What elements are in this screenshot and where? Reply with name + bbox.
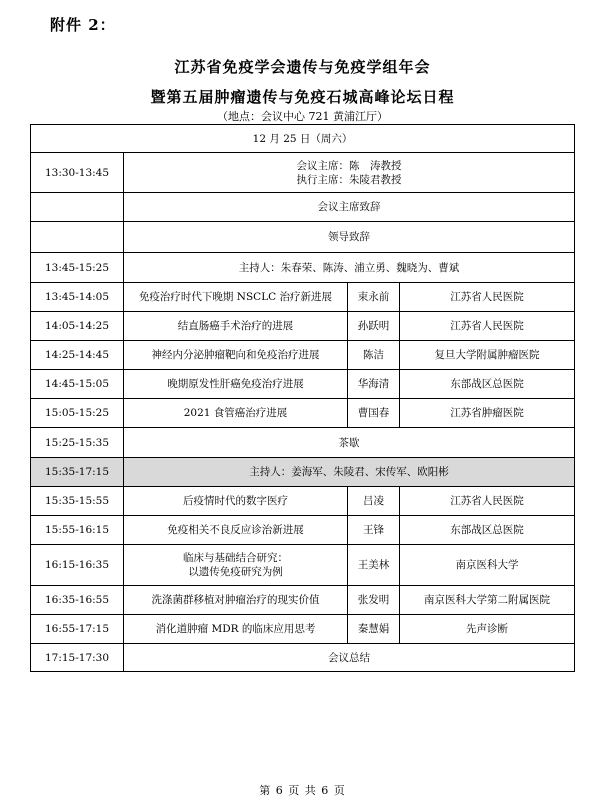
talk-time: 14:25-14:45 xyxy=(31,341,124,370)
date-header-row xyxy=(31,125,575,153)
talk-row xyxy=(31,283,575,312)
talk-time: 15:35-15:55 xyxy=(31,487,124,516)
talk-organization: 江苏省肿瘤医院 xyxy=(400,399,575,428)
talk-organization: 先声诊断 xyxy=(400,615,575,644)
attachment-label: 附件 2： xyxy=(50,16,116,34)
talk-topic: 免疫治疗时代下晚期 NSCLC 治疗新进展 xyxy=(124,283,348,312)
talk-organization: 复旦大学附属肿瘤医院 xyxy=(400,341,575,370)
opening-chairs xyxy=(124,153,575,193)
talk-organization: 江苏省人民医院 xyxy=(400,487,575,516)
title-line-2: 暨第五届肿瘤遗传与免疫石城高峰论坛日程 xyxy=(150,88,455,106)
talk-time: 16:35-16:55 xyxy=(31,586,124,615)
talk-row xyxy=(31,615,575,644)
talk-topic: 结直肠癌手术治疗的进展 xyxy=(124,312,348,341)
talk-topic: 消化道肿瘤 MDR 的临床应用思考 xyxy=(124,615,348,644)
speech-row-1 xyxy=(31,193,575,222)
talk-speaker: 张发明 xyxy=(348,586,400,615)
talk-time: 13:45-14:05 xyxy=(31,283,124,312)
talk-speaker: 王锋 xyxy=(348,516,400,545)
closing-label: 会议总结 xyxy=(124,644,575,672)
talk-row xyxy=(31,586,575,615)
talk-organization: 江苏省人民医院 xyxy=(400,312,575,341)
title-line-1: 江苏省免疫学会遗传与免疫学组年会 xyxy=(174,58,431,76)
session1-time: 13:45-15:25 xyxy=(31,253,124,283)
talk-topic: 神经内分泌肿瘤靶向和免疫治疗进展 xyxy=(124,341,348,370)
closing-row xyxy=(31,644,575,672)
opening-row xyxy=(31,153,575,193)
chair-line-1: 会议主席：陈 涛教授 xyxy=(296,159,402,172)
session2-host-row xyxy=(31,458,575,487)
talk-speaker: 曹国春 xyxy=(348,399,400,428)
session1-hosts: 主持人：朱春荣、陈涛、浦立勇、魏晓为、曹斌 xyxy=(124,253,575,283)
talk-time: 15:55-16:15 xyxy=(31,516,124,545)
break-label: 茶歇 xyxy=(124,428,575,458)
talk-time: 15:05-15:25 xyxy=(31,399,124,428)
talk-time: 14:45-15:05 xyxy=(31,370,124,399)
talk-topic-line-1: 临床与基础结合研究： xyxy=(183,552,288,564)
session1-host-row xyxy=(31,253,575,283)
talk-row xyxy=(31,341,575,370)
talk-speaker: 秦慧娟 xyxy=(348,615,400,644)
talk-topic: 免疫相关不良反应诊治新进展 xyxy=(124,516,348,545)
talk-organization: 南京医科大学第二附属医院 xyxy=(400,586,575,615)
talk-speaker: 束永前 xyxy=(348,283,400,312)
talk-topic: 洗涤菌群移植对肿瘤治疗的现实价值 xyxy=(124,586,348,615)
closing-time: 17:15-17:30 xyxy=(31,644,124,672)
talk-row xyxy=(31,370,575,399)
speech-row-2 xyxy=(31,222,575,253)
talk-row xyxy=(31,545,575,586)
date-header: 12 月 25 日（周六） xyxy=(31,125,575,153)
talk-speaker: 王美林 xyxy=(348,545,400,586)
talk-speaker: 华海清 xyxy=(348,370,400,399)
talk-topic xyxy=(124,545,348,586)
talk-topic: 晚期原发性肝癌免疫治疗进展 xyxy=(124,370,348,399)
opening-time: 13:30-13:45 xyxy=(31,153,124,193)
empty-time-cell xyxy=(31,222,124,253)
talk-time: 16:55-17:15 xyxy=(31,615,124,644)
break-time: 15:25-15:35 xyxy=(31,428,124,458)
talk-row xyxy=(31,487,575,516)
talk-row xyxy=(31,516,575,545)
location-note: （地点：会议中心 721 黄浦江厅） xyxy=(217,110,388,123)
talk-time: 16:15-16:35 xyxy=(31,545,124,586)
talk-organization: 东部战区总医院 xyxy=(400,516,575,545)
empty-time-cell xyxy=(31,193,124,222)
page-footer: 第 6 页 共 6 页 xyxy=(259,784,346,797)
talk-speaker: 陈洁 xyxy=(348,341,400,370)
leader-speech: 领导致辞 xyxy=(124,222,575,253)
session2-time: 15:35-17:15 xyxy=(31,458,124,487)
session2-hosts: 主持人：姜海军、朱陵君、宋传军、欧阳彬 xyxy=(124,458,575,487)
talk-topic: 2021 食管癌治疗进展 xyxy=(124,399,348,428)
schedule-table xyxy=(30,124,575,672)
chair-line-2: 执行主席：朱陵君教授 xyxy=(296,173,402,186)
talk-speaker: 吕凌 xyxy=(348,487,400,516)
break-row xyxy=(31,428,575,458)
talk-topic-line-2: 以遗传免疫研究为例 xyxy=(188,566,283,578)
talk-time: 14:05-14:25 xyxy=(31,312,124,341)
talk-row xyxy=(31,312,575,341)
chair-speech: 会议主席致辞 xyxy=(124,193,575,222)
talk-organization: 江苏省人民医院 xyxy=(400,283,575,312)
talk-organization: 南京医科大学 xyxy=(400,545,575,586)
talk-topic: 后疫情时代的数字医疗 xyxy=(124,487,348,516)
talk-speaker: 孙跃明 xyxy=(348,312,400,341)
talk-organization: 东部战区总医院 xyxy=(400,370,575,399)
talk-row xyxy=(31,399,575,428)
